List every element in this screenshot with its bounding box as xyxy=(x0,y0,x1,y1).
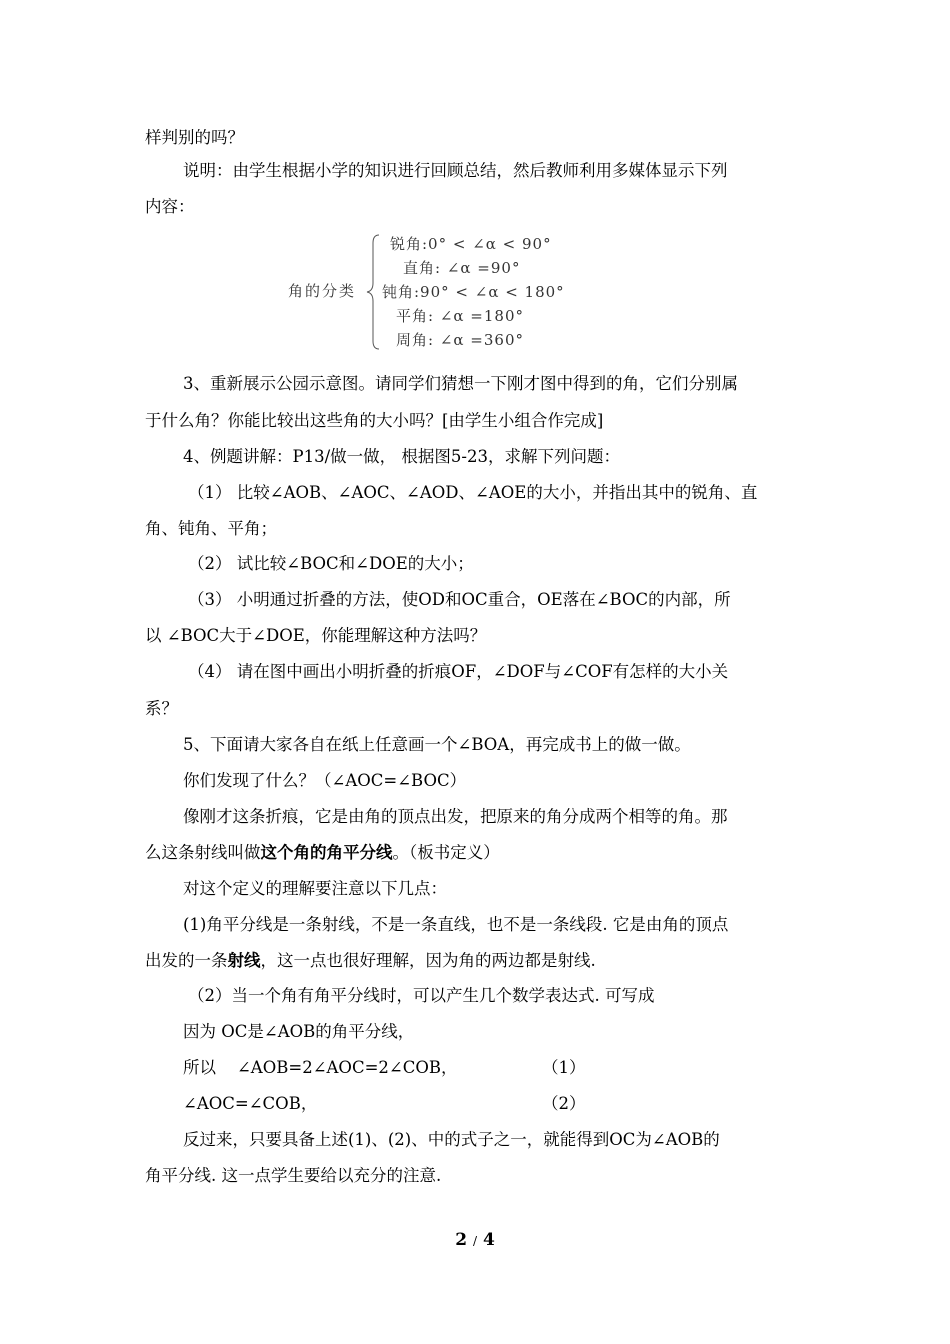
paragraph-line: 以 ∠BOC大于∠DOE，你能理解这种方法吗？ xyxy=(145,626,487,645)
brace-icon xyxy=(365,233,383,351)
paragraph-line: （2） 试比较∠BOC和∠DOE的大小； xyxy=(188,554,474,573)
paragraph-line: (1)角平分线是一条射线，不是一条直线，也不是一条线段. 它是由角的顶点 xyxy=(183,915,729,934)
paragraph-line: 内容： xyxy=(145,197,195,216)
paragraph-line: 4、例题讲解：P13/做一做， 根据图5-23，求解下列问题： xyxy=(183,447,620,466)
paragraph-line: 反过来，只要具备上述(1)、(2)、中的式子之一，就能得到OC为∠AOB的 xyxy=(183,1130,720,1149)
definition-line: 么这条射线叫做这个角的角平分线。（板书定义） xyxy=(145,843,500,862)
classification-label: 角的分类 xyxy=(288,282,357,300)
paragraph-line: 样判别的吗？ xyxy=(145,128,244,147)
paragraph-line: 系？ xyxy=(145,699,178,718)
paragraph-line: 角平分线. 这一点学生要给以充分的注意. xyxy=(145,1166,442,1185)
paragraph-line: 说明：由学生根据小学的知识进行回顾总结，然后教师利用多媒体显示下列 xyxy=(183,161,728,180)
paragraph-line: （3） 小明通过折叠的方法，使OD和OC重合，OE落在∠BOC的内部，所 xyxy=(188,590,731,609)
ray-term: 射线 xyxy=(227,951,261,970)
paragraph-line: 像刚才这条折痕，它是由角的顶点出发，把原来的角分成两个相等的角。那 xyxy=(183,807,728,826)
classification-item-straight: 平角: ∠α =180° xyxy=(396,307,524,325)
paragraph-line: 于什么角？你能比较出这些角的大小吗？[由学生小组合作完成] xyxy=(145,411,604,430)
paragraph-line: （2）当一个角有角平分线时，可以产生几个数学表达式. 可写成 xyxy=(188,986,655,1005)
equation-label-2: （2） xyxy=(542,1094,586,1113)
paragraph-line: 5、下面请大家各自在纸上任意画一个∠BOA，再完成书上的做一做。 xyxy=(183,735,691,754)
equation-label-1: （1） xyxy=(542,1058,586,1077)
paragraph-line: 所以 ∠AOB=2∠AOC=2∠COB， xyxy=(183,1058,458,1077)
classification-item-acute: 锐角:0° < ∠α < 90° xyxy=(390,235,552,253)
definition-term: 这个角的角平分线 xyxy=(260,843,393,862)
paragraph-line: 角、钝角、平角； xyxy=(145,519,277,538)
paragraph-line: ∠AOC=∠COB， xyxy=(183,1094,318,1113)
paragraph-line: 对这个定义的理解要注意以下几点： xyxy=(183,879,447,898)
classification-item-full: 周角: ∠α =360° xyxy=(396,331,524,349)
paragraph-line: 3、重新展示公园示意图。请同学们猜想一下刚才图中得到的角，它们分别属 xyxy=(183,374,738,393)
classification-item-obtuse: 钝角:90° < ∠α < 180° xyxy=(382,283,565,301)
classification-item-right: 直角: ∠α =90° xyxy=(403,259,521,277)
page-number: 2 / 4 xyxy=(455,1230,495,1250)
paragraph-line: （1） 比较∠AOB、∠AOC、∠AOD、∠AOE的大小，并指出其中的锐角、直 xyxy=(188,483,758,502)
paragraph-line: （4） 请在图中画出小明折叠的折痕OF，∠DOF与∠COF有怎样的大小关 xyxy=(188,662,729,681)
paragraph-line: 你们发现了什么？（∠AOC=∠BOC） xyxy=(183,771,467,790)
ray-line: 出发的一条射线，这一点也很好理解，因为角的两边都是射线. xyxy=(145,951,596,970)
paragraph-line: 因为 OC是∠AOB的角平分线， xyxy=(183,1022,415,1041)
